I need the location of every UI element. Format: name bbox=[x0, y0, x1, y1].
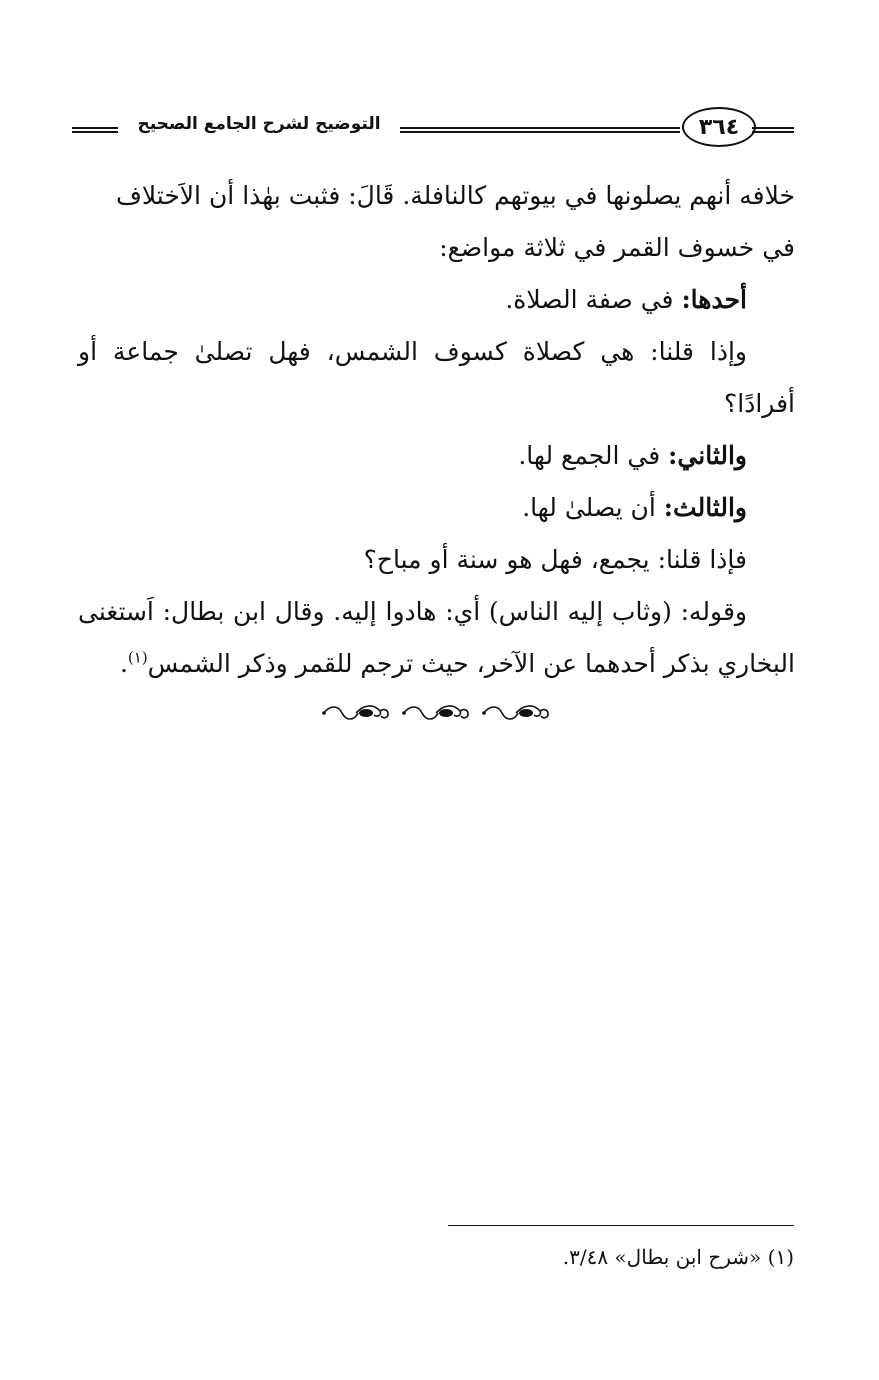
header-rule-right bbox=[752, 127, 794, 133]
page-number: ٣٦٤ bbox=[682, 107, 756, 147]
second-point-text: في الجمع لها. bbox=[518, 441, 661, 470]
footnote-1 bbox=[300, 1240, 794, 1274]
header-rule-left bbox=[72, 127, 118, 133]
footnote-text: «شرح ابن بطال» ٣/٤٨. bbox=[562, 1245, 762, 1269]
running-title: التوضيح لشرح الجامع الصحيح bbox=[137, 114, 381, 134]
ibn-battal-text: وقوله: (وثاب إليه الناس) أي: هادوا إليه. وقال ابن بطال: اَستغنى البخاري بذكر أحدهما عن الآخر، حيث ترجم للقمر وذكر الشمس bbox=[78, 597, 795, 678]
footnote-reference[interactable]: (١) bbox=[127, 648, 148, 667]
floral-ornament-icon bbox=[480, 702, 552, 724]
third-point-label: والثالث: bbox=[663, 493, 747, 522]
paragraph-first-point bbox=[78, 274, 795, 326]
paragraph-second-point bbox=[78, 430, 795, 482]
paragraph-question-2: فإذا قلنا: يجمع، فهل هو سنة أو مباح؟ bbox=[363, 545, 747, 574]
section-end-ornament bbox=[320, 700, 552, 726]
third-point-text: أن يصلىٰ لها. bbox=[522, 493, 656, 522]
second-point-label: والثاني: bbox=[668, 441, 747, 470]
ibn-battal-text-end: . bbox=[119, 649, 128, 678]
page-header bbox=[72, 103, 794, 147]
first-point-label: أحدها: bbox=[681, 285, 747, 314]
paragraph-intro bbox=[78, 170, 795, 274]
paragraph-intro-line-1: خلافه أنهم يصلونها في بيوتهم كالنافلة. قَالَ: فثبت بهٰذا أن الاَختلاف bbox=[115, 181, 795, 210]
paragraph-ibn-battal bbox=[78, 586, 795, 690]
floral-ornament-icon bbox=[320, 702, 392, 724]
footnote-separator bbox=[448, 1225, 794, 1226]
header-rule-middle bbox=[400, 127, 680, 133]
paragraph-intro-line-2: في خسوف القمر في ثلاثة مواضع: bbox=[439, 233, 795, 262]
main-text bbox=[78, 170, 795, 690]
first-point-text: في صفة الصلاة. bbox=[505, 285, 674, 314]
paragraph-question-1: وإذا قلنا: هي كصلاة كسوف الشمس، فهل تصلىٰ جماعة أو أفرادًا؟ bbox=[78, 337, 795, 418]
paragraph-third-point bbox=[78, 482, 795, 534]
footnote-marker: (١) bbox=[767, 1245, 794, 1269]
floral-ornament-icon bbox=[400, 702, 472, 724]
